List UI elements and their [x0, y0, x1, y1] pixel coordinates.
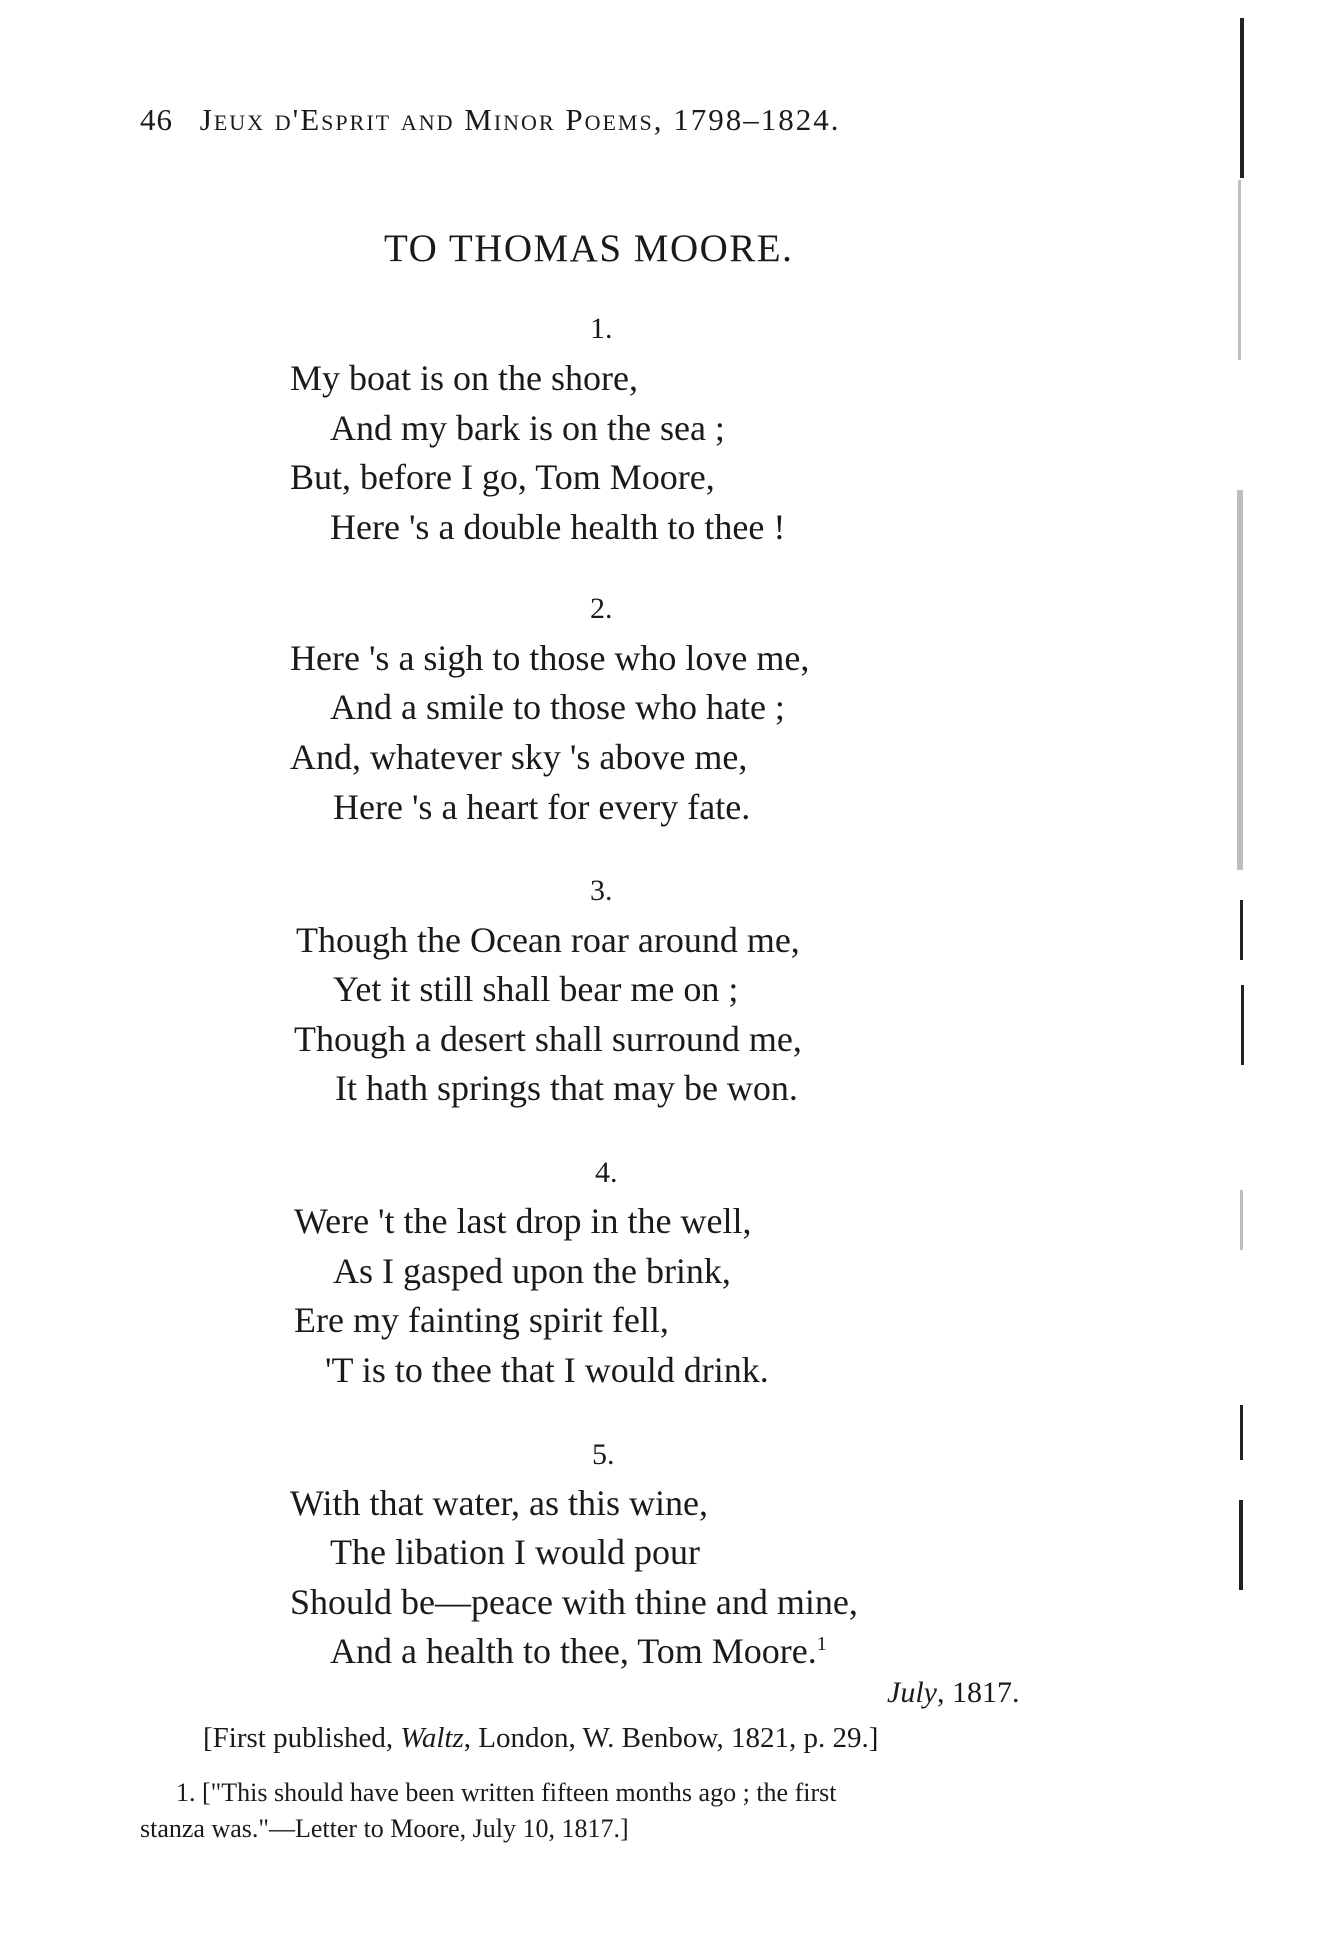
poem-line: Though the Ocean roar around me, — [296, 920, 800, 960]
date-month: July — [887, 1676, 937, 1709]
poem-line-text: And a health to thee, Tom Moore. — [330, 1631, 817, 1671]
footnote-line-1 — [176, 1778, 836, 1808]
footnote-text: ["This should have been written fifteen months ago ; the first — [202, 1778, 837, 1807]
poem-line: Here 's a heart for every fate. — [333, 787, 751, 827]
footnote-line-2: stanza was."—Letter to Moore, July 10, 1817.] — [140, 1814, 629, 1843]
page-edge-speckle — [1237, 490, 1243, 870]
poem-line-with-footnote — [330, 1633, 827, 1669]
stanza-number: 4. — [595, 1156, 618, 1189]
poem-line: Here 's a double health to thee ! — [330, 507, 786, 547]
page-edge-mark — [1240, 1405, 1243, 1460]
stanza-number: 2. — [590, 592, 613, 625]
poem-line: It hath springs that may be won. — [335, 1068, 798, 1108]
stanza-number: 3. — [590, 874, 613, 907]
poem-line: My boat is on the shore, — [290, 358, 638, 398]
page-edge-speckle — [1238, 180, 1241, 360]
stanza-number: 5. — [592, 1438, 615, 1471]
page-number: 46 — [140, 102, 173, 137]
poem-line: The libation I would pour — [330, 1532, 700, 1572]
page-edge-mark — [1240, 18, 1244, 178]
poem-line: And my bark is on the sea ; — [330, 408, 725, 448]
footnote-number: 1. — [176, 1778, 196, 1807]
poem-line: Were 't the last drop in the well, — [294, 1201, 752, 1241]
page-edge-mark — [1239, 1500, 1243, 1590]
date-year: , 1817. — [936, 1676, 1020, 1709]
poem-line: And, whatever sky 's above me, — [290, 737, 748, 777]
page-edge-mark — [1241, 985, 1244, 1065]
poem-line: Should be—peace with thine and mine, — [290, 1582, 858, 1622]
publication-note — [203, 1722, 878, 1755]
poem-line: But, before I go, Tom Moore, — [290, 457, 715, 497]
poem-line: As I gasped upon the brink, — [333, 1251, 731, 1291]
footnote-marker: 1 — [816, 1633, 827, 1655]
poem-title: TO THOMAS MOORE. — [384, 227, 794, 270]
running-head — [140, 102, 840, 138]
poem-date — [887, 1676, 1019, 1710]
stanza-number: 1. — [590, 312, 613, 345]
poem-line: With that water, as this wine, — [290, 1483, 709, 1523]
publication-work-title: Waltz — [400, 1722, 464, 1754]
publication-prefix: [First published, — [203, 1722, 401, 1754]
poem-line: 'T is to thee that I would drink. — [325, 1350, 769, 1390]
poem-line: Here 's a sigh to those who love me, — [290, 638, 810, 678]
poem-line: Though a desert shall surround me, — [294, 1019, 802, 1059]
page-edge-speckle — [1240, 1190, 1243, 1250]
poem-line: Yet it still shall bear me on ; — [333, 969, 739, 1009]
poem-line: Ere my fainting spirit fell, — [294, 1300, 669, 1340]
publication-suffix: , London, W. Benbow, 1821, p. 29.] — [463, 1722, 879, 1754]
running-head-title: Jeux d'Esprit and Minor Poems, 1798–1824. — [199, 102, 841, 137]
page-edge-mark — [1240, 900, 1243, 960]
poem-line: And a smile to those who hate ; — [330, 687, 785, 727]
